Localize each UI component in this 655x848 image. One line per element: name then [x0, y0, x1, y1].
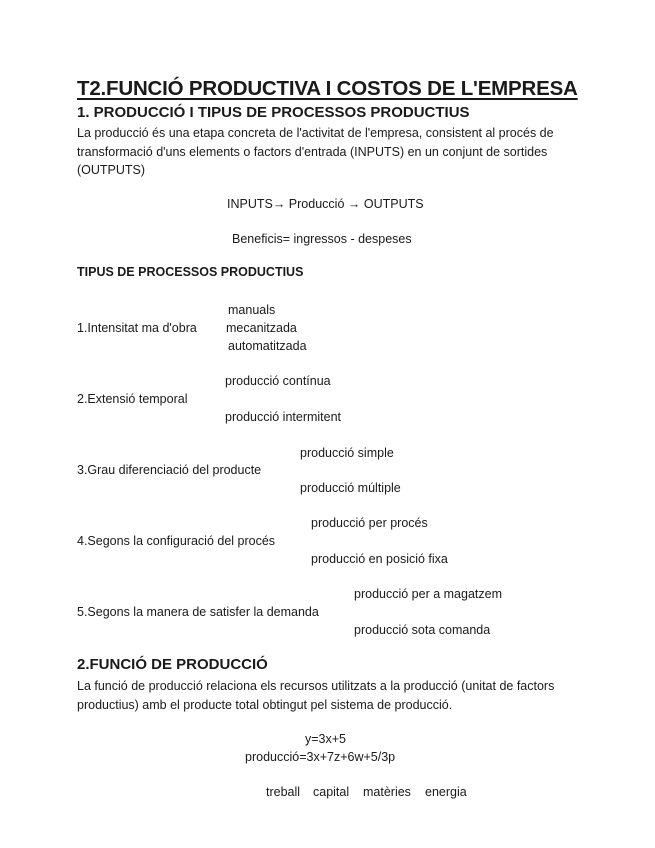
profit-formula: Beneficis= ingressos - despeses — [232, 232, 412, 246]
type-1-option: mecanitzada — [226, 321, 297, 335]
factor-label: energia — [425, 785, 467, 799]
type-3-label: 3.Grau diferenciació del producte — [77, 463, 262, 477]
type-3-option: producció múltiple — [300, 481, 401, 495]
page-title: T2.FUNCIÓ PRODUCTIVA I COSTOS DE L'EMPRESA — [77, 77, 578, 100]
section-2-heading: 2.FUNCIÓ DE PRODUCCIÓ — [77, 656, 268, 673]
types-heading: TIPUS DE PROCESSOS PRODUCTIUS — [77, 265, 304, 279]
section-2-paragraph: La funció de producció relaciona els recursos utilitzats a la producció (unitat de factors productius) amb el producte total obtingut pel sistema de producció. — [77, 679, 555, 712]
factor-label: matèries — [363, 785, 411, 799]
type-3-option: producció simple — [300, 446, 394, 460]
type-5-option: producció per a magatzem — [354, 587, 502, 601]
type-1-option: automatitzada — [228, 339, 307, 353]
type-5-label: 5.Segons la manera de satisfer la demanda — [77, 605, 319, 619]
factor-label: treball — [266, 785, 301, 799]
type-2-label: 2.Extensió temporal — [77, 392, 188, 406]
type-4-label: 4.Segons la configuració del procés — [77, 534, 276, 548]
formula-production: producció=3x+7z+6w+5/3p — [245, 750, 396, 764]
section-1-heading: 1. PRODUCCIÓ I TIPUS DE PROCESSOS PRODUCTIUS — [77, 104, 470, 121]
type-5-option: producció sota comanda — [354, 623, 491, 637]
type-1-label: 1.Intensitat ma d'obra — [77, 321, 197, 335]
section-1-paragraph: La producció és una etapa concreta de l'activitat de l'empresa, consistent al procés de transformació d'uns elements o factors d'entrada (INPUTS) en un conjunt de sortides (OUTPUTS) — [77, 126, 554, 177]
type-4-option: producció per procés — [311, 516, 428, 530]
factor-label: capital — [313, 785, 350, 799]
type-1-option: manuals — [228, 303, 276, 317]
type-2-option: producció intermitent — [225, 410, 342, 424]
production-flow: INPUTS→ Producció → OUTPUTS — [227, 197, 424, 211]
type-2-option: producció contínua — [225, 374, 331, 388]
formula-simple: y=3x+5 — [305, 732, 347, 746]
type-4-option: producció en posició fixa — [311, 552, 448, 566]
